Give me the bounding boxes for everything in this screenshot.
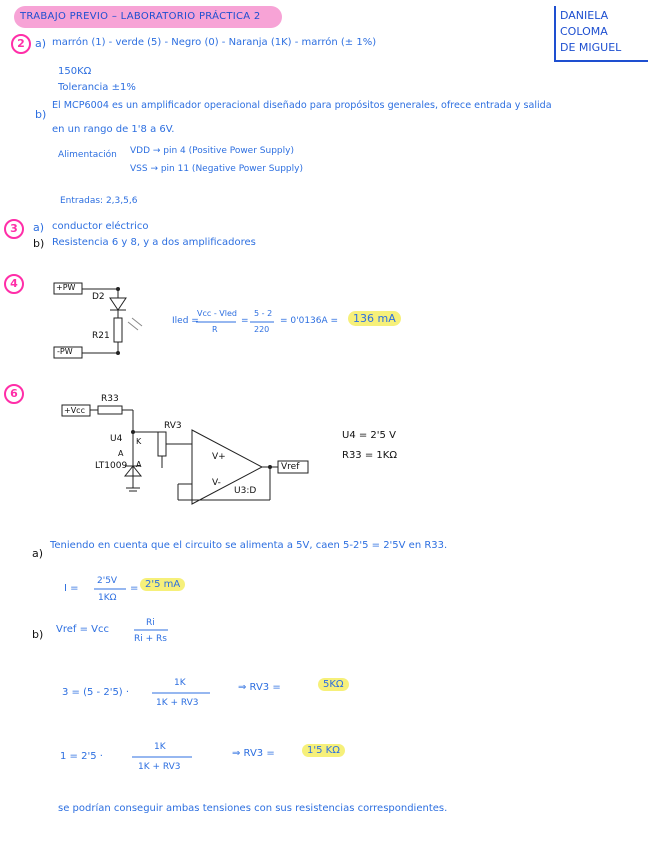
s2-a-value: 150KΩ [58, 66, 92, 77]
page-title: TRABAJO PREVIO – LABORATORIO PRÁCTICA 2 [20, 11, 261, 22]
s6-given-u: U4 = 2'5 V [342, 430, 396, 441]
s2-a-tolerance: Tolerancia ±1% [58, 82, 136, 93]
s6-eq1-num: 1K [174, 678, 186, 688]
section-number-6: 6 [4, 384, 24, 404]
s2-b-entradas: Entradas: 2,3,5,6 [60, 196, 138, 206]
s6-eq1-arrow: ⇒ RV3 = [238, 682, 281, 693]
light-arrow [132, 318, 142, 326]
s2-b-line1: El MCP6004 es un amplificador operacional diseñado para propósitos generales, ofrece entrada y salida [52, 100, 552, 111]
pw-minus-label: -PW [57, 347, 73, 356]
s4-result-value: 136 mA [348, 311, 401, 326]
s6-i-eq: = [130, 583, 139, 594]
resistor-label: R21 [92, 331, 110, 341]
resistor-symbol [114, 318, 122, 342]
vref-label: Vref [281, 462, 300, 472]
u3-label: U3:D [234, 486, 257, 496]
s3-b-label: b) [33, 237, 45, 250]
lt1009-label: LT1009 [95, 461, 128, 471]
rv3-symbol [158, 432, 166, 456]
pw-plus-label: +PW [56, 283, 76, 292]
s2-b-line2: en un rango de 1'8 a 6V. [52, 124, 175, 135]
light-arrow [128, 322, 138, 330]
s6-b-label: b) [32, 628, 44, 641]
diode-label: D2 [92, 292, 105, 302]
s4-eq3: = 0'0136A = [280, 316, 339, 326]
s6-eq1-result [318, 679, 349, 690]
author-line-1: DANIELA [560, 9, 609, 22]
r33-label: R33 [101, 394, 119, 404]
section-number-3: 3 [4, 219, 24, 239]
author-line-3: DE MIGUEL [560, 41, 622, 54]
s3-a-label: a) [33, 221, 45, 234]
s2-a-label: a) [35, 37, 47, 50]
diode-symbol [110, 298, 126, 310]
s6-a-text: Teniendo en cuenta que el circuito se alimenta a 5V, caen 5-2'5 = 2'5V en R33. [50, 540, 448, 551]
s6-i-num: 2'5V [97, 576, 118, 586]
s6-i-den: 1KΩ [98, 593, 117, 603]
s2-b-alim-1: VDD → pin 4 (Positive Power Supply) [130, 146, 294, 156]
s6-eq2-lhs: 1 = 2'5 · [60, 751, 103, 762]
node-dot [116, 287, 120, 291]
section-number-2: 2 [11, 34, 31, 54]
s3-b-text: Resistencia 6 y 8, y a dos amplificadores [52, 237, 256, 248]
s6-eq2-result [302, 745, 345, 756]
k-pin-label: K [136, 437, 142, 446]
node-dot [268, 465, 272, 469]
s2-b-alim-2: VSS → pin 11 (Negative Power Supply) [130, 164, 303, 174]
s3-a-text: conductor eléctrico [52, 221, 149, 232]
s2-a-line: marrón (1) - verde (5) - Negro (0) - Naranja (1K) - marrón (± 1%) [52, 37, 377, 48]
s4-formula-lhs: Iled = [172, 316, 199, 326]
adj-pin-label: A [118, 449, 124, 458]
s6-eq2-den: 1K + RV3 [138, 762, 181, 772]
node-dot [131, 430, 135, 434]
s6-eq1-result-value: 5KΩ [318, 678, 349, 691]
s2-b-label: b) [35, 108, 47, 121]
s4-result [348, 312, 401, 325]
s6-a-label: a) [32, 547, 44, 560]
s4-frac-num: Vcc - Vled [197, 309, 237, 318]
s6-eq1-den: 1K + RV3 [156, 698, 199, 708]
s6-vref-eq: Vref = Vcc [56, 624, 109, 635]
s6-eq2-result-value: 1'5 KΩ [302, 744, 345, 757]
author-line-2: COLOMA [560, 25, 608, 38]
s6-eq2-arrow: ⇒ RV3 = [232, 748, 275, 759]
u4-label: U4 [110, 434, 123, 444]
s6-vref-num: Ri [146, 618, 155, 628]
s6-given-r: R33 = 1KΩ [342, 450, 397, 461]
s4-frac2-den: 220 [254, 325, 270, 334]
s2-b-alim-label: Alimentación [58, 150, 117, 160]
vcc-label: +Vcc [64, 406, 85, 415]
s6-i-lhs: I = [64, 583, 79, 594]
s6-eq1-lhs: 3 = (5 - 2'5) · [62, 687, 130, 698]
vref-circuit [62, 405, 308, 504]
a-pin-label: A [136, 460, 142, 469]
s6-i-result [140, 579, 185, 590]
s6-conclusion: se podrían conseguir ambas tensiones con sus resistencias correspondientes. [58, 803, 448, 814]
s4-eq2: = [241, 316, 249, 326]
vminus-label: V- [212, 478, 221, 488]
s6-eq2-num: 1K [154, 742, 166, 752]
s4-frac2-num: 5 - 2 [254, 309, 273, 318]
vplus-label: V+ [212, 452, 226, 462]
rv3-label: RV3 [164, 421, 182, 431]
node-dot [116, 351, 120, 355]
section-number-4: 4 [4, 274, 24, 294]
s6-i-result-value: 2'5 mA [140, 578, 185, 591]
s6-vref-den: Ri + Rs [134, 634, 167, 644]
r33-symbol [98, 406, 122, 414]
s4-frac-den: R [212, 325, 218, 334]
